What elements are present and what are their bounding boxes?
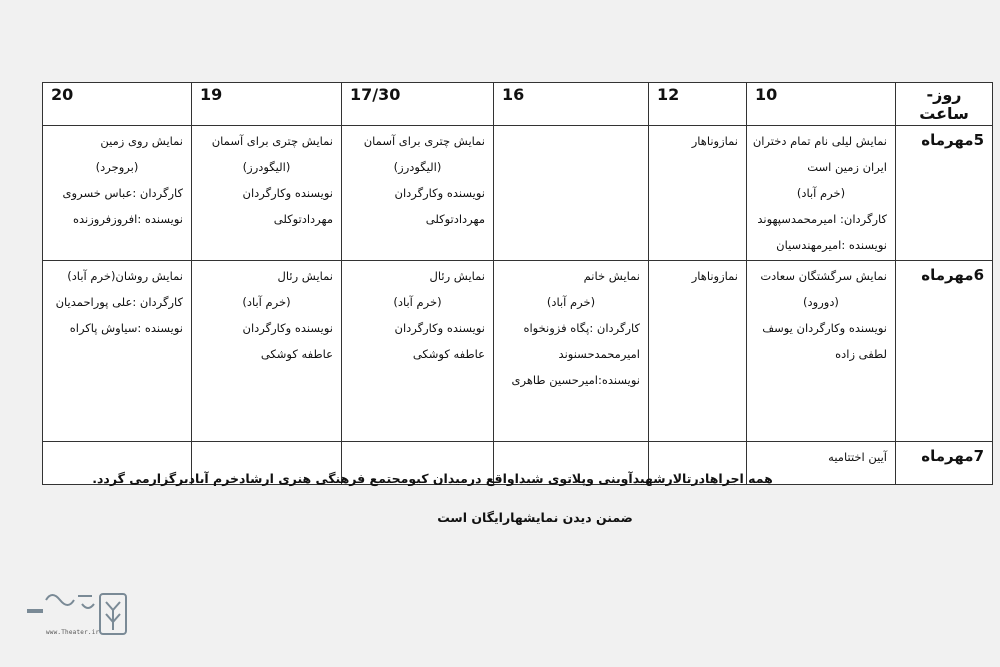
- cell-text-line: (بروجرد): [95, 160, 139, 174]
- schedule-cell: [192, 126, 342, 261]
- cell-text-line: نمایش چتری برای آسمان: [211, 134, 333, 148]
- cell-text-line: کارگردان :پگاه فزونخواه: [523, 321, 640, 335]
- schedule-row: [43, 126, 993, 261]
- day-label: 5مهرماه: [896, 126, 993, 261]
- cell-text-line: نویسنده وکارگردان یوسف: [762, 321, 887, 335]
- header-row: [43, 83, 993, 126]
- schedule-cell: [494, 261, 649, 442]
- logo-stroke: [28, 610, 42, 612]
- cell-text-line: عاطفه کوشکی: [260, 347, 333, 361]
- cell-text-line: نمایش خانم: [583, 269, 640, 283]
- cell-text-line: (خرم آباد): [796, 186, 846, 200]
- logo-calligraphy: [46, 595, 94, 608]
- cell-text-line: ایران زمین است: [807, 160, 887, 174]
- schedule-table: [42, 82, 993, 485]
- day-label: 7مهرماه: [896, 442, 993, 485]
- cell-text-line: نویسنده وکارگردان: [242, 186, 333, 200]
- cell-text-line: کارگردان :عباس خسروی: [62, 186, 183, 200]
- cell-text-line: نویسنده :امیرمهندسیان: [776, 238, 887, 252]
- cell-text-line: نمازوناهار: [691, 134, 738, 148]
- cell-text-line: نمایش سرگشتگان سعادت: [760, 269, 887, 283]
- cell-text-line: نمایش روشان(خرم آباد): [67, 269, 183, 283]
- schedule-cell: [192, 261, 342, 442]
- time-header: 17/30: [342, 83, 494, 126]
- schedule-cell: [43, 261, 192, 442]
- time-header: 20: [43, 83, 192, 126]
- logo-url: www.Theater.ir: [46, 629, 100, 636]
- cell-text-line: لطفی زاده: [835, 347, 887, 361]
- venue-note: همه اجراهادرتالارشهیدآوینی وپلاتوی شیداواقع درمیدان کیومجتمع فرهنگی هنری ارشادخرم آبادبرگزارمی گردد.: [92, 471, 773, 486]
- cell-text-line: نمایش چتری برای آسمان: [363, 134, 485, 148]
- cell-text-line: نمایش رئال: [277, 269, 333, 283]
- cell-text-line: امیرمحمدحسنوند: [558, 347, 640, 361]
- cell-text-line: آیین اختتامیه: [828, 450, 887, 464]
- cell-text-line: نمایش رئال: [429, 269, 485, 283]
- cell-text-line: نمازوناهار: [691, 269, 738, 283]
- schedule-cell: [747, 261, 896, 442]
- free-admission-note: ضمنن دیدن نمایشهارایگان است: [437, 510, 633, 525]
- cell-text-line: نمایش روی زمین: [100, 134, 183, 148]
- time-header: 10: [747, 83, 896, 126]
- cell-text-line: (الیگودرز): [393, 160, 442, 174]
- cell-text-line: (خرم آباد): [242, 295, 291, 309]
- day-time-header: روز- ساعت: [896, 83, 993, 126]
- cell-text-line: نویسنده وکارگردان: [394, 186, 485, 200]
- schedule-cell: [342, 126, 494, 261]
- time-header: 16: [494, 83, 649, 126]
- cell-text-line: مهردادتوکلی: [273, 212, 333, 226]
- time-header: 19: [192, 83, 342, 126]
- cell-text-line: نویسنده :افروزفروزنده: [72, 212, 183, 226]
- cell-text-line: (دورود): [803, 295, 839, 309]
- cell-text-line: (خرم آباد): [393, 295, 442, 309]
- cell-text-line: نویسنده وکارگردان: [242, 321, 333, 335]
- schedule-cell: [43, 126, 192, 261]
- cell-text-line: نویسنده وکارگردان: [394, 321, 485, 335]
- cell-text-line: (الیگودرز): [242, 160, 291, 174]
- cell-text-line: مهردادتوکلی: [425, 212, 485, 226]
- schedule-cell: [747, 126, 896, 261]
- cell-text-line: کارگردان: امیرمحمدسپهوند: [757, 212, 887, 226]
- day-label: 6مهرماه: [896, 261, 993, 442]
- schedule-cell: [342, 261, 494, 442]
- schedule-cell: [494, 126, 649, 261]
- iran-theater-logo: [22, 586, 132, 648]
- schedule-cell: [649, 126, 747, 261]
- cell-text-line: (خرم آباد): [546, 295, 596, 309]
- schedule-row: [43, 261, 993, 442]
- cell-text-line: نویسنده :سیاوش پاکراه: [69, 321, 183, 335]
- schedule-cell: [649, 261, 747, 442]
- cell-text-line: کارگردان :علی پوراحمدیان: [55, 295, 183, 309]
- logo-emblem-knot: [106, 602, 120, 630]
- cell-text-line: نمایش لیلی نام تمام دختران: [752, 134, 887, 148]
- cell-text-line: نویسنده:امیرحسین طاهری: [511, 373, 640, 387]
- time-header: 12: [649, 83, 747, 126]
- cell-text-line: عاطفه کوشکی: [412, 347, 485, 361]
